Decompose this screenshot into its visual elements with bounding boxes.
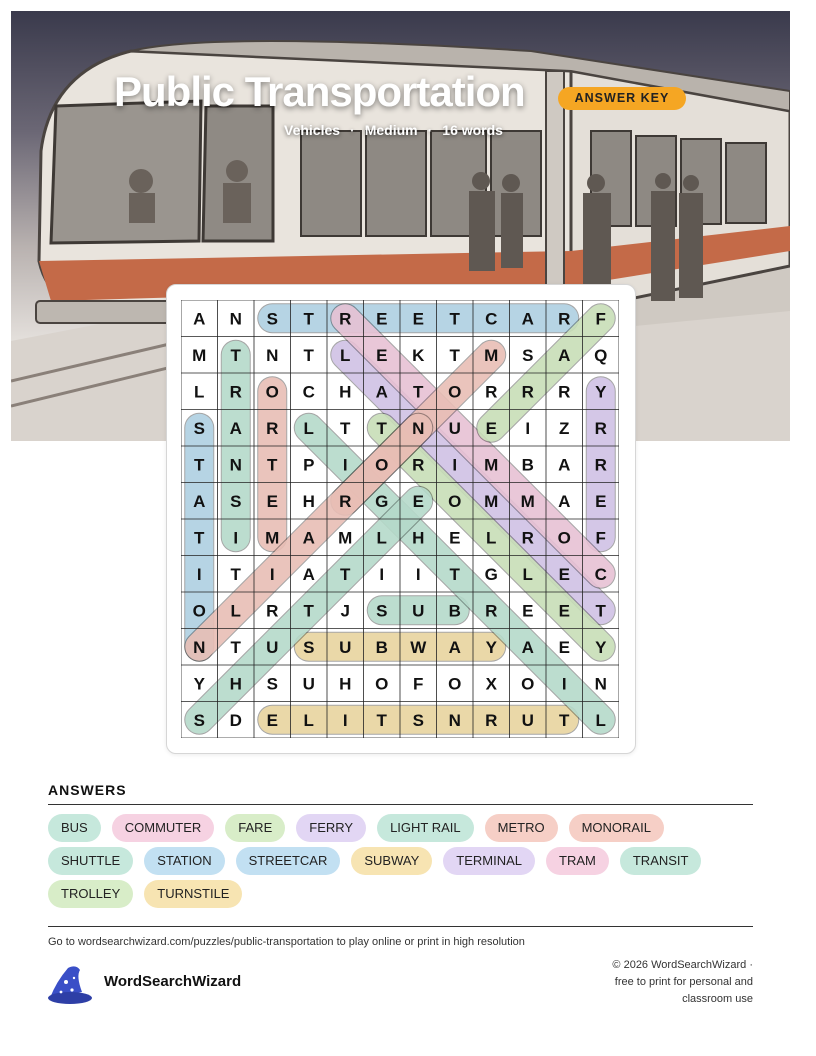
grid-cell-letter[interactable]: I	[525, 418, 531, 438]
grid-cell-letter[interactable]: W	[410, 637, 427, 657]
grid-cell-letter[interactable]: T	[230, 637, 241, 657]
grid-cell-letter[interactable]: I	[269, 564, 275, 584]
category-label: Vehicles	[284, 122, 341, 138]
grid-cell-letter[interactable]: R	[229, 382, 242, 402]
grid-cell-letter[interactable]: L	[595, 710, 606, 730]
grid-cell-letter[interactable]: E	[376, 345, 388, 365]
grid-cell-letter[interactable]: R	[594, 418, 607, 438]
grid-cell-letter[interactable]: X	[485, 674, 497, 694]
grid-cell-letter[interactable]: S	[412, 710, 424, 730]
grid-cell-letter[interactable]: L	[230, 601, 241, 621]
grid-cell-letter[interactable]: E	[558, 601, 570, 621]
grid-cell-letter[interactable]: A	[229, 418, 242, 438]
brand-name: WordSearchWizard	[104, 973, 242, 990]
answer-chip: FARE	[225, 814, 285, 842]
grid-cell-letter[interactable]: D	[229, 710, 242, 730]
grid-cell-letter[interactable]: A	[558, 455, 571, 475]
grid-cell-letter[interactable]: N	[229, 455, 242, 475]
grid-cell-letter[interactable]: T	[413, 382, 424, 402]
grid-cell-letter[interactable]: E	[266, 710, 278, 730]
grid-cell-letter[interactable]: R	[485, 601, 498, 621]
grid-cell-letter[interactable]: R	[339, 491, 352, 511]
grid-cell-letter[interactable]: R	[339, 309, 352, 329]
grid-cell-letter[interactable]: T	[230, 564, 241, 584]
grid-cell-letter[interactable]: U	[448, 418, 461, 438]
grid-cell-letter[interactable]: N	[594, 674, 607, 694]
grid-cell-letter[interactable]: B	[375, 637, 388, 657]
grid-cell-letter[interactable]: N	[266, 345, 279, 365]
grid-cell-letter[interactable]: S	[376, 601, 388, 621]
answer-chip: SUBWAY	[351, 847, 432, 875]
grid-cell-letter[interactable]: M	[192, 345, 207, 365]
grid-cell-letter[interactable]: S	[230, 491, 242, 511]
grid-cell-letter[interactable]: I	[233, 528, 239, 548]
grid-cell-letter[interactable]: E	[412, 309, 424, 329]
grid-cell-letter[interactable]: N	[229, 309, 242, 329]
answer-chip: TRANSIT	[620, 847, 702, 875]
grid-cell-letter[interactable]: O	[192, 601, 206, 621]
grid-cell-letter[interactable]: R	[266, 601, 279, 621]
grid-cell-letter[interactable]: I	[561, 674, 567, 694]
puzzle-meta	[284, 122, 503, 138]
grid-cell-letter[interactable]: M	[338, 528, 353, 548]
grid-cell-letter[interactable]: E	[412, 491, 424, 511]
grid-cell-letter[interactable]: S	[522, 345, 534, 365]
grid-cell-letter[interactable]: F	[595, 528, 606, 548]
grid-cell-letter[interactable]: F	[595, 309, 606, 329]
grid-cell-letter[interactable]: L	[376, 528, 387, 548]
grid-cell-letter[interactable]: C	[594, 564, 607, 584]
grid-cell-letter[interactable]: L	[486, 528, 497, 548]
grid-cell-letter[interactable]: R	[412, 455, 425, 475]
grid-cell-letter[interactable]: F	[413, 674, 424, 694]
grid-cell-letter[interactable]: T	[194, 528, 205, 548]
grid-cell-letter[interactable]: T	[449, 309, 460, 329]
grid-cell-letter[interactable]: A	[521, 309, 534, 329]
grid-cell-letter[interactable]: T	[303, 601, 314, 621]
grid-cell-letter[interactable]: R	[558, 309, 571, 329]
meta-separator: ·	[427, 122, 433, 138]
grid-cell-letter[interactable]: R	[558, 382, 571, 402]
grid-cell-letter[interactable]: R	[521, 528, 534, 548]
grid-cell-letter[interactable]: I	[379, 564, 385, 584]
grid-cell-letter[interactable]: M	[484, 345, 499, 365]
grid-cell-letter[interactable]: H	[229, 674, 242, 694]
grid-cell-letter[interactable]: I	[452, 455, 458, 475]
grid-cell-letter[interactable]: A	[302, 564, 315, 584]
answer-chip: STREETCAR	[236, 847, 341, 875]
copyright-line: classroom use	[682, 993, 753, 1005]
answer-chip: METRO	[485, 814, 558, 842]
grid-cell-letter[interactable]: K	[412, 345, 425, 365]
grid-cell-letter[interactable]: E	[376, 309, 388, 329]
answer-chip: FERRY	[296, 814, 366, 842]
grid-cell-letter[interactable]: M	[484, 455, 499, 475]
page-title: Public Transportation	[114, 68, 525, 115]
grid-cell-letter[interactable]: U	[339, 637, 352, 657]
word-search-grid[interactable]	[181, 300, 619, 738]
answer-chip: TERMINAL	[443, 847, 535, 875]
grid-cell-letter[interactable]: J	[340, 601, 350, 621]
grid-cell-letter[interactable]: T	[230, 345, 241, 365]
grid-cell-letter[interactable]: G	[375, 491, 389, 511]
grid-cell-letter[interactable]: M	[265, 528, 280, 548]
grid-cell-letter[interactable]: E	[485, 418, 497, 438]
answer-chip: MONORAIL	[569, 814, 664, 842]
footer-link[interactable]: Go to wordsearchwizard.com/puzzles/public-transportation to play online or print in high resolution	[48, 936, 525, 948]
answer-chip: TROLLEY	[48, 880, 133, 908]
grid-cell-letter[interactable]: I	[415, 564, 421, 584]
grid-cell-letter[interactable]: I	[342, 710, 348, 730]
footer-divider	[48, 926, 753, 927]
answer-chip: SHUTTLE	[48, 847, 133, 875]
grid-cell-letter[interactable]: S	[266, 309, 278, 329]
grid-cell-letter[interactable]: U	[266, 637, 279, 657]
grid-cell-letter[interactable]: O	[375, 674, 389, 694]
grid-cell-letter[interactable]: A	[558, 345, 571, 365]
grid-cell-letter[interactable]: E	[266, 491, 278, 511]
grid-cell-letter[interactable]: T	[449, 345, 460, 365]
grid-cell-letter[interactable]: I	[342, 455, 348, 475]
grid-cell-letter[interactable]: E	[522, 601, 534, 621]
answer-list	[48, 814, 753, 908]
grid-cell-letter[interactable]: O	[265, 382, 279, 402]
grid-cell-letter[interactable]: B	[448, 601, 461, 621]
answers-divider	[48, 804, 753, 805]
grid-cell-letter[interactable]: T	[376, 710, 387, 730]
answers-heading: ANSWERS	[48, 782, 127, 798]
grid-cell-letter[interactable]: T	[194, 455, 205, 475]
grid-cell-letter[interactable]: U	[302, 674, 315, 694]
grid-cell-letter[interactable]: S	[266, 674, 278, 694]
grid-cell-letter[interactable]: H	[412, 528, 425, 548]
answer-chip: COMMUTER	[112, 814, 215, 842]
answer-chip: LIGHT RAIL	[377, 814, 474, 842]
grid-cell-letter[interactable]: Y	[595, 637, 607, 657]
grid-cell-letter[interactable]: T	[340, 564, 351, 584]
grid-cell-letter[interactable]: T	[449, 564, 460, 584]
grid-cell-letter[interactable]: T	[303, 309, 314, 329]
grid-cell-letter[interactable]: E	[449, 528, 461, 548]
answer-chip: TURNSTILE	[144, 880, 242, 908]
grid-cell-letter[interactable]: G	[484, 564, 498, 584]
grid-cell-letter[interactable]: R	[594, 455, 607, 475]
difficulty-label: Medium	[364, 122, 418, 138]
grid-cell-letter[interactable]: U	[412, 601, 425, 621]
grid-cell-letter[interactable]: A	[193, 309, 206, 329]
grid-cell-letter[interactable]: I	[196, 564, 202, 584]
grid-cell-letter[interactable]: N	[448, 710, 461, 730]
grid-cell-letter[interactable]: B	[521, 455, 534, 475]
grid-cell-letter[interactable]: A	[448, 637, 461, 657]
grid-cell-letter[interactable]: S	[303, 637, 315, 657]
answer-chip: TRAM	[546, 847, 609, 875]
grid-cell-letter[interactable]: L	[303, 418, 314, 438]
answer-chip: STATION	[144, 847, 224, 875]
copyright-line: free to print for personal and	[614, 976, 753, 988]
copyright-notice	[553, 957, 753, 1008]
grid-cell-letter[interactable]: L	[340, 345, 351, 365]
grid-cell-letter[interactable]: O	[448, 382, 462, 402]
grid-cell-letter[interactable]: L	[522, 564, 533, 584]
grid-cell-letter[interactable]: P	[303, 455, 315, 475]
grid-cell-letter[interactable]: Y	[485, 637, 497, 657]
grid-cell-letter[interactable]: E	[595, 491, 607, 511]
answer-key-badge: ANSWER KEY	[558, 87, 686, 110]
answer-chip: BUS	[48, 814, 101, 842]
grid-cell-letter[interactable]: Y	[193, 674, 205, 694]
grid-cell-letter[interactable]: T	[376, 418, 387, 438]
grid-cell-letter[interactable]: A	[558, 491, 571, 511]
grid-cell-letter[interactable]: E	[558, 564, 570, 584]
grid-cell-letter[interactable]: U	[521, 710, 534, 730]
grid-cell-letter[interactable]: O	[521, 674, 535, 694]
grid-cell-letter[interactable]: N	[412, 418, 425, 438]
grid-cell-letter[interactable]: Y	[595, 382, 607, 402]
grid-cell-letter[interactable]: Z	[559, 418, 570, 438]
grid-cell-letter[interactable]: C	[302, 382, 315, 402]
grid-cell-letter[interactable]: N	[193, 637, 206, 657]
grid-cell-letter[interactable]: L	[303, 710, 314, 730]
grid-cell-letter[interactable]: R	[485, 382, 498, 402]
grid-cell-letter[interactable]: A	[193, 491, 206, 511]
grid-cell-letter[interactable]: T	[559, 710, 570, 730]
grid-cell-letter[interactable]: H	[339, 382, 352, 402]
grid-cell-letter[interactable]: L	[194, 382, 205, 402]
wizard-hat-icon	[46, 962, 94, 1006]
grid-cell-letter[interactable]: O	[448, 674, 462, 694]
grid-cell-letter[interactable]: T	[303, 345, 314, 365]
grid-cell-letter[interactable]: A	[375, 382, 388, 402]
grid-cell-letter[interactable]: O	[557, 528, 571, 548]
grid-cell-letter[interactable]: M	[520, 491, 535, 511]
grid-cell-letter[interactable]: Q	[594, 345, 608, 365]
grid-cell-letter[interactable]: O	[448, 491, 462, 511]
grid-cell-letter[interactable]: T	[267, 455, 278, 475]
copyright-line: © 2026 WordSearchWizard ·	[612, 959, 753, 971]
grid-cell-letter[interactable]: T	[595, 601, 606, 621]
grid-cell-letter[interactable]: E	[558, 637, 570, 657]
grid-cell-letter[interactable]: A	[521, 637, 534, 657]
grid-cell-letter[interactable]: S	[193, 710, 205, 730]
grid-cell-letter[interactable]: R	[521, 382, 534, 402]
word-count-label: 16 words	[442, 122, 503, 138]
meta-separator: ·	[350, 122, 355, 138]
grid-cell-letter[interactable]: M	[484, 491, 499, 511]
grid-cell-letter[interactable]: O	[375, 455, 389, 475]
grid-cell-letter[interactable]: S	[193, 418, 205, 438]
grid-cell-letter[interactable]: A	[302, 528, 315, 548]
grid-cell-letter[interactable]: H	[302, 491, 315, 511]
grid-cell-letter[interactable]: H	[339, 674, 352, 694]
grid-cell-letter[interactable]: T	[340, 418, 351, 438]
grid-cell-letter[interactable]: R	[485, 710, 498, 730]
grid-cell-letter[interactable]: C	[485, 309, 498, 329]
grid-cell-letter[interactable]: R	[266, 418, 279, 438]
